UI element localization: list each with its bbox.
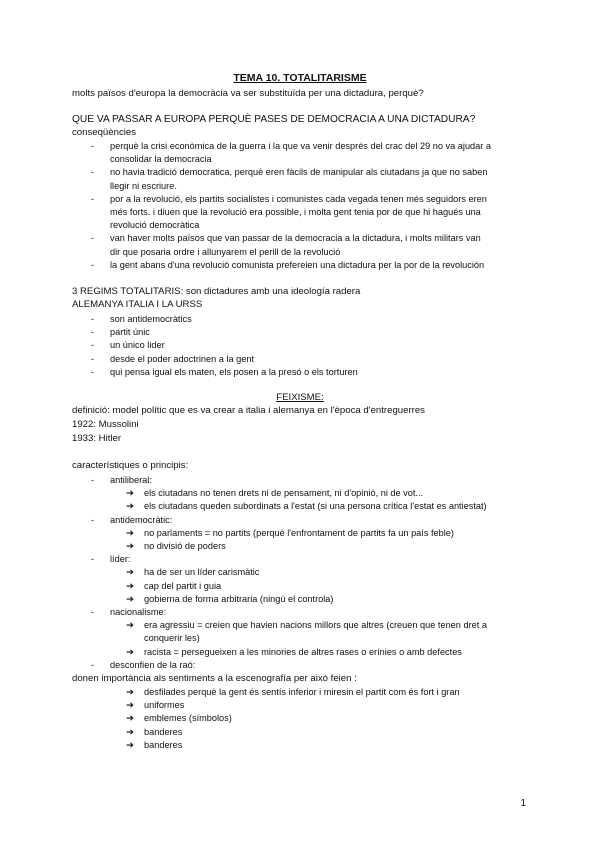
page-title: TEMA 10. TOTALITARISME bbox=[233, 72, 367, 84]
list-item: - líder: bbox=[91, 554, 131, 565]
characteristics-label: característiques o principis: bbox=[72, 460, 189, 471]
list-item: - no havia tradició democratica, perquè eren fàcils de manipular als ciutadans ja que no saben llegir ni escriure. bbox=[91, 167, 488, 191]
sub-list-item: ➔ no divisió de poders bbox=[126, 541, 226, 553]
characteristics-list bbox=[91, 474, 540, 672]
sub-list-item: ➔ desfilades perquè la gent és sentís inferior i miresin el partit com és fort i gran bbox=[126, 687, 460, 698]
sub-list-item: ➔ uniformes bbox=[126, 700, 185, 712]
countries-line: ALEMANYA ITALIA I LA URSS bbox=[72, 299, 203, 310]
sub-list-item: ➔ banderes bbox=[126, 739, 183, 751]
list-item: - nacionalisme: bbox=[91, 607, 167, 618]
arrow-icon: ➔ bbox=[126, 700, 134, 712]
arrow-icon: ➔ bbox=[126, 593, 134, 605]
arrow-icon: ➔ bbox=[126, 527, 134, 539]
list-item: - partit únic bbox=[91, 327, 150, 338]
donen-line: donen importància als sentiments a la escenografía per això feien : bbox=[72, 673, 357, 684]
year-mussolini: 1922: Mussolini bbox=[72, 419, 139, 430]
arrow-icon: ➔ bbox=[126, 541, 134, 553]
arrow-icon: ➔ bbox=[126, 713, 134, 725]
arrow-icon: ➔ bbox=[126, 501, 134, 513]
list-item: - desconfien de la raó: bbox=[91, 659, 196, 670]
arrow-icon: ➔ bbox=[126, 620, 134, 632]
list-item: - por a la revolució, els partits socialistes i comunistes cada vegada tenen més seguidors eren més forts. i diuen que la revolució era possible, i molta gent tenia por de que hi hagués una revolució democràtica bbox=[91, 193, 487, 231]
arrow-icon: ➔ bbox=[126, 687, 134, 698]
donen-list bbox=[126, 686, 544, 752]
regims-list bbox=[91, 313, 540, 379]
sub-list-item: ➔ els ciutadans queden subordinats a l'estat (si una persona crítica l'estat es antiestat) bbox=[126, 501, 487, 513]
definition-text: definició: model polític que es va crear a italia i alemanya en l'època d'entreguerres bbox=[72, 405, 425, 416]
question-heading: QUE VA PASSAR A EUROPA PERQUÈ PASES DE DEMOCRACIA A UNA DICTADURA? bbox=[72, 114, 476, 125]
consequences-list bbox=[91, 140, 540, 272]
sub-list-item: ➔ era agressiu = creien que havien nacions millors que altres (creuen que tenen dret a conquerir les) bbox=[126, 620, 487, 644]
list-item: - la gent abans d'una revolució comunista prefereien una dictadura per la por de la revolución bbox=[91, 259, 485, 270]
consequences-label: conseqüències bbox=[72, 127, 137, 138]
arrow-icon: ➔ bbox=[126, 726, 134, 738]
arrow-icon: ➔ bbox=[126, 646, 134, 658]
list-item: - perquè la crisi econòmica de la guerra i la que va venir després del crac del 29 no va ajudar a consolidar la democracia bbox=[91, 141, 491, 165]
list-item: - antiliberal: bbox=[91, 475, 152, 485]
list-item: - son antidemocràtics bbox=[91, 314, 192, 324]
list-item: - un único lider bbox=[91, 340, 165, 351]
sub-list-item: ➔ ha de ser un líder carismàtic bbox=[126, 567, 260, 579]
regims-heading: 3 REGIMS TOTALITARIS: son dictadures amb una ideología radera bbox=[72, 286, 361, 297]
page-number: 1 bbox=[520, 798, 526, 809]
arrow-icon: ➔ bbox=[126, 739, 134, 751]
arrow-icon: ➔ bbox=[126, 567, 134, 579]
sub-list-item: ➔ racista = persegueixen a les minories de altres rases o erínies o amb defectes bbox=[126, 646, 462, 658]
list-item: - qui pensa igual els maten, els posen a la presó o els torturen bbox=[91, 366, 358, 377]
intro-text: molts països d'europa la democràcia va ser substituïda per una dictadura, perquè? bbox=[72, 88, 424, 99]
sub-list-item: ➔ no parlaments = no partits (perquè l'enfrontament de partits fa un país feble) bbox=[126, 527, 454, 539]
year-hitler: 1933: Hitler bbox=[72, 433, 122, 444]
arrow-icon: ➔ bbox=[126, 488, 134, 500]
sub-list-item: ➔ cap del partit i guia bbox=[126, 580, 222, 592]
sub-list-item: ➔ els ciutadans no tenen drets ni de pensament, ni d'opinió, ni de vot... bbox=[126, 488, 424, 500]
list-item: - van haver molts països que van passar de la democracia a la dictadura, i molts militars van dir que posaria ordre i allunyarem el perill de la revolució bbox=[91, 233, 481, 257]
sub-list-item: ➔ banderes bbox=[126, 726, 183, 738]
sub-list-item: ➔ emblemes (símbolos) bbox=[126, 713, 232, 725]
list-item: - desde el poder adoctrinen a la gent bbox=[91, 353, 255, 364]
arrow-icon: ➔ bbox=[126, 580, 134, 592]
sub-list-item: ➔ gobierna de forma arbitraria (ningú el controla) bbox=[126, 593, 334, 605]
feixisme-heading: FEIXISME: bbox=[276, 392, 324, 403]
list-item: - antidemocràtic: bbox=[91, 514, 173, 525]
